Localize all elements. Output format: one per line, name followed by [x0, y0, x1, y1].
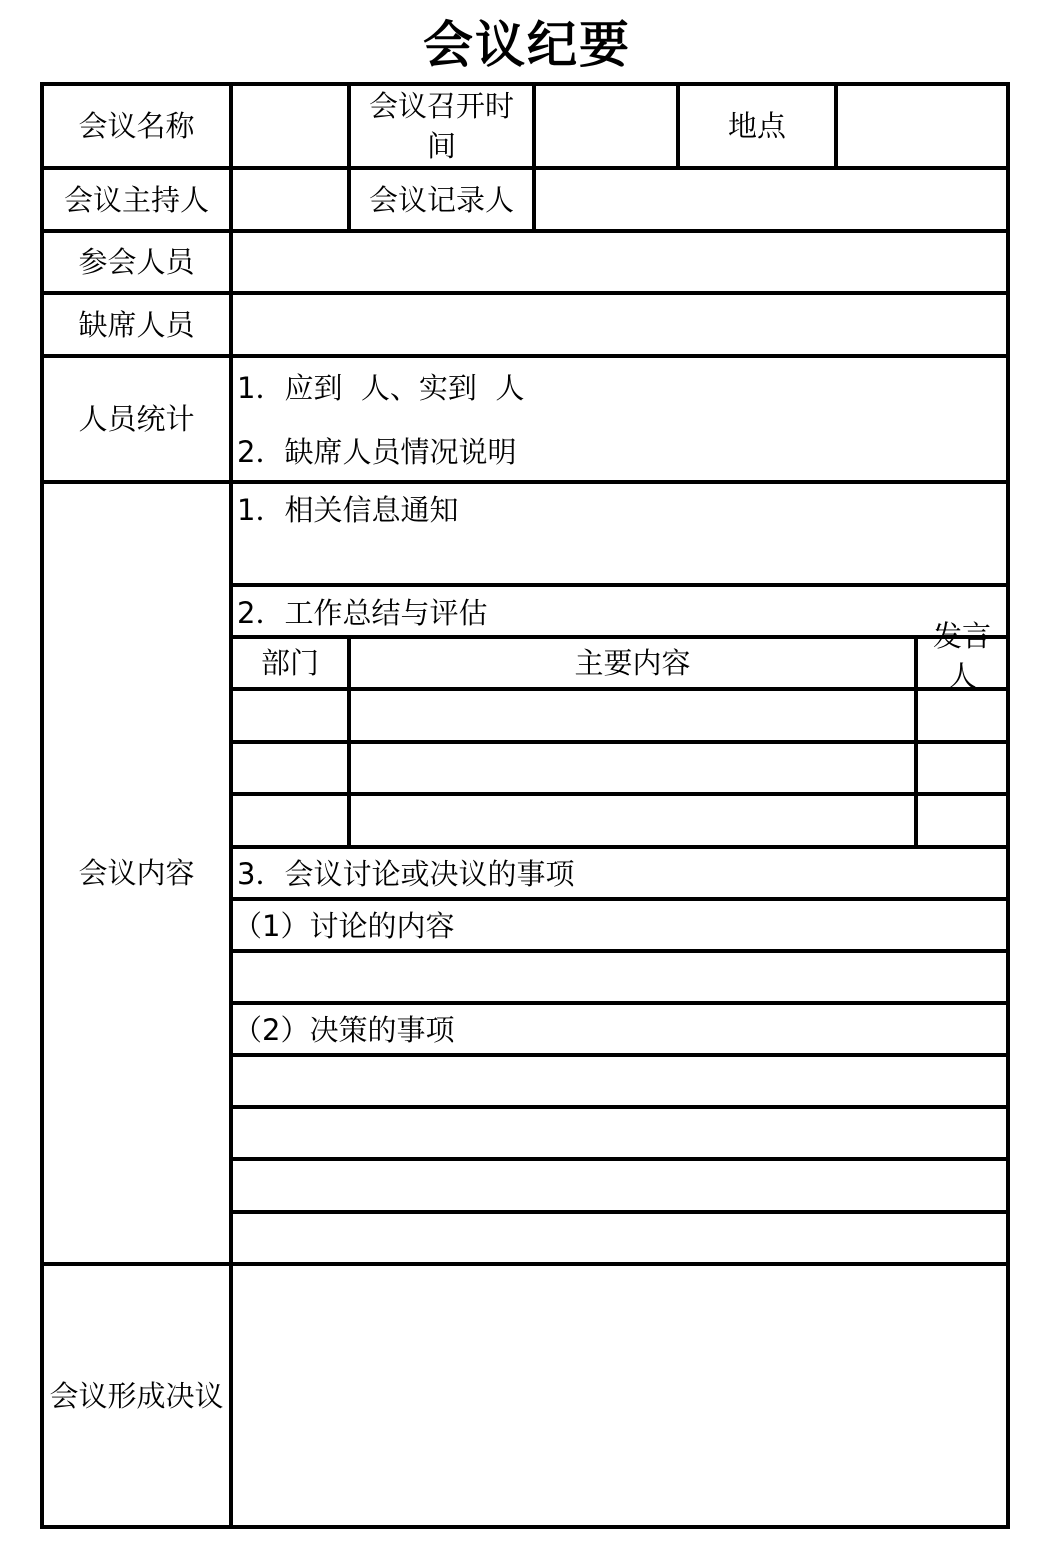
document-title: 会议纪要: [423, 16, 631, 74]
location-label: 地点: [727, 109, 786, 143]
decision-items-heading: （2）决策的事项: [233, 1013, 455, 1047]
decision-row[interactable]: [233, 1214, 1006, 1262]
section-info-notice: 1．相关信息通知: [237, 493, 459, 527]
decision-row[interactable]: [233, 1057, 1006, 1105]
meeting-name-label: 会议名称: [78, 109, 195, 143]
meeting-time-label: [351, 86, 532, 166]
table-row[interactable]: [233, 744, 1006, 792]
column-header-main-content: 主要内容: [574, 646, 691, 680]
content-label: 会议内容: [78, 856, 195, 890]
table-row[interactable]: [233, 796, 1006, 845]
divider: [229, 1001, 1010, 1005]
discussion-content-heading: （1）讨论的内容: [233, 909, 455, 943]
table-row[interactable]: [233, 691, 1006, 740]
stats-line-expected-actual[interactable]: 1．应到 人、实到 人: [237, 371, 525, 405]
absentees-field[interactable]: [233, 295, 1006, 354]
attendees-label: 参会人员: [78, 245, 195, 279]
divider: [229, 583, 1010, 587]
host-field[interactable]: [233, 170, 347, 229]
divider: [229, 897, 1010, 901]
recorder-field[interactable]: [536, 170, 1006, 229]
column-header-speaker: [918, 619, 1006, 693]
recorder-label: 会议记录人: [368, 182, 514, 217]
info-notice-field[interactable]: [233, 532, 1006, 583]
stats-line-absence-note[interactable]: 2．缺席人员情况说明: [237, 435, 517, 469]
discussion-content-field[interactable]: [233, 953, 1006, 1001]
meeting-time-field[interactable]: [536, 86, 676, 166]
section-discussion-resolutions: 3．会议讨论或决议的事项: [237, 857, 575, 891]
resolution-field[interactable]: [233, 1266, 1006, 1525]
host-label: 会议主持人: [63, 182, 209, 217]
stats-label: 人员统计: [78, 402, 195, 436]
location-field[interactable]: [838, 86, 1006, 166]
absentees-label: 缺席人员: [78, 307, 195, 342]
section-work-summary: 2．工作总结与评估: [237, 595, 488, 630]
column-header-department: 部门: [260, 646, 319, 680]
meeting-name-field[interactable]: [233, 86, 347, 166]
decision-row[interactable]: [233, 1109, 1006, 1157]
meeting-time-label-text: 会议召开时间: [368, 89, 514, 163]
decision-row[interactable]: [233, 1161, 1006, 1210]
attendees-field[interactable]: [233, 233, 1006, 291]
column-header-speaker-text: 发言人: [932, 619, 991, 693]
resolution-label: 会议形成决议: [49, 1378, 224, 1413]
